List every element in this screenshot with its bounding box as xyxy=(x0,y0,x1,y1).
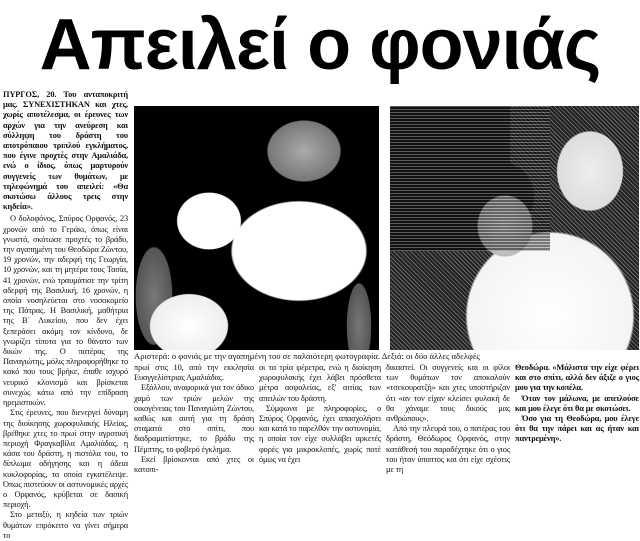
paragraph: Στο μεταξύ, η κηδεία των τριών θυμάτων επρόκειτο να γίνει σήμερα το xyxy=(3,510,128,540)
article-column-1 xyxy=(3,90,128,541)
paragraph: δικαστεί. Οι συγγενείς και οι φίλοι των θυμάτων τον αποκαλούν «τσεκουρατζή» και χτες υποστήριζαν ότι «αν τον είχαν κλείσει φυλακή δε θα χάναμε τους δικούς μας ανθρώπους». xyxy=(386,363,510,424)
photo-two-sisters xyxy=(390,106,639,350)
paragraph: πρωί στις 10, από την εκκλησία Ευαγγελίστριας Αμαλιάδας. xyxy=(134,363,254,383)
paragraph: Εκεί βρίσκονται από χτες οι κατοπι- xyxy=(134,454,254,475)
lead-paragraph: ΠΥΡΓΟΣ, 20. Του ανταποκριτή μας. ΣΥΝΕΧΙΣΤΗΚΑΝ και χτες, χωρίς αποτέλεσμα, οι έρευνες των αρχών για την ανεύρεση και σύλληψη του δράστη του αποτρόπαιου τριπλού εγκλήματος, που έγινε προχτές στην Αμαλιάδα, ενώ ο ίδιος, όπως μαρτυρούν συγγενείς των θυμάτων, με τηλεφώνημά του απειλεί: «Θα σκοτώσω άλλους τρεις στην κηδεία». xyxy=(3,90,128,212)
paragraph: Σύμφωνα με πληροφορίες, ο Σπύρος Ορφανός, έχει απασχολήσει και κατά το παρελθόν την αστυνομία, η οποία τον είχε συλλάβει αρκετές φορές για μικροκλοπές, χωρίς ποτέ όμως να έχει xyxy=(259,403,381,464)
photo-caption: Αριστερά: ο φονιάς με την αγαπημένη του σε παλαιότερη φωτογραφία. Δεξιά: οι δύο άλλες αδελφές xyxy=(134,351,480,361)
quote-paragraph: Όταν τον μάλωνα, με απειλούσε και μου έλεγε ότι θα με σκοτώσει. xyxy=(515,393,639,413)
paragraph: Ο δολοφόνος, Σπύρος Ορφανός, 23 χρονών από το Γεράκι, όπως είναι γνωστό, σκότωσε προχτές το βράδυ, την αγαπημένη του Θεοδώρα Ζώντου, 19 χρονών, την αδερφή της Γεωργία, 10 χρονών, και τη μητέρα τους Τασία, 41 χρονών, ενώ τραυμάτισε την τρίτη αδερφή της Βασιλική, 16 χρονών, η οποία νοσηλεύεται στο νοσοκομείο της Πάτρας. Η Βασιλική, μαθήτρια της Β΄ Λυκείου, που δεν έχει ξεπεράσει ακόμη τον κίνδυνο, δε γνωρίζει τίποτα για το θάνατο των δικών της. Ο πατέρας της Παναγιώτης, μόλις πληροφορήθηκε το κακό που τους βρήκε, έπαθε ισχυρό νευρικό κλονισμό και βρίσκεται συνεχώς κάτω από την επίδραση ηρεμιστικών. xyxy=(3,214,128,408)
paragraph: Στις έρευνες, που διενεργεί δύναμη της διοίκησης χωροφυλακής Ηλείας, βρέθηκε χτες το πρωί στην αγροτική περιοχή Φραγκαβίλα Αμαλιάδας, η κάσα του δράστη, η πιστόλα του, το δίπλωμα οδήγησης και η άδεια κυκλοφορίας, τα οποία εγκατέλειψε. Όπως πιστεύουν οι αστυνομικές αρχές ο Ορφανός, κρύβεται σε δασική περιοχή. xyxy=(3,408,128,510)
article-column-4 xyxy=(386,363,510,475)
quote-paragraph: Θεοδώρα. «Μάλιστα την είχε φέρει και στο σπίτι, αλλά δεν άξιζε ο γιος μου για την κοπέλα. xyxy=(515,363,639,393)
paragraph: Από την πλευρά του, ο πατέρας του δράστη, Θεόδωρος Ορφανός, στην κατάθεσή του παραδέχτηκε ότι ο γιος του ήταν ύποπτος και ότι είχε σχέσεις με τη xyxy=(386,424,510,475)
headline: Απειλεί ο φονιάς xyxy=(39,5,601,85)
article-column-2 xyxy=(134,363,254,475)
article-column-3 xyxy=(259,363,381,465)
paragraph: Εξάλλου, αναφορικά για τον άδικο χαμό των τριών μελών της οικογένειας του Παναγιώτη Ζώντου, καθώς και αυτή για τη δράση σταματά στο σπίτι, που διαδραματίστηκε, το βράδυ της Πέμπτης, το φοβερό έγκλημα. xyxy=(134,383,254,454)
paragraph: οι τα τρία φέρετρα, ενώ η διοίκηση χωροφυλακής έχει λάβει πρόσθετα μέτρα ασφαλείας, εξ' αιτίας των απειλών του δράστη. xyxy=(259,363,381,403)
quote-paragraph: Όσο για τη Θεοδώρα, μου έλεγε ότι θα την πάρει και ας ήταν και παντρεμένη». xyxy=(515,414,639,444)
article-column-5 xyxy=(515,363,639,445)
photo-killer-with-girlfriend xyxy=(134,106,379,350)
